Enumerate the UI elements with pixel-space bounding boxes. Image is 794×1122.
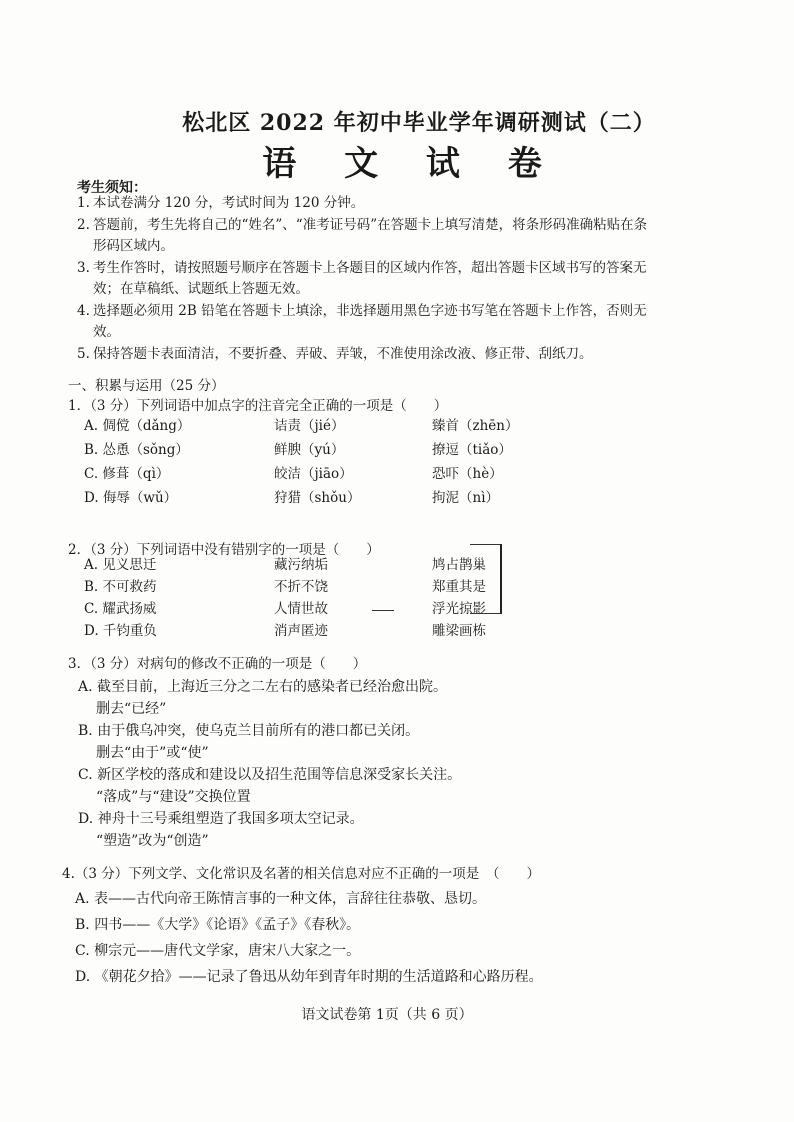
exam-title: 松北区 2022 年初中毕业学年调研测试（二） bbox=[182, 110, 656, 136]
notice-item-number: 5. bbox=[77, 346, 90, 362]
option-cell: 郑重其是 bbox=[432, 579, 486, 595]
question-2-stem: 2．（3 分）下列词语中没有错别字的一项是（ ） bbox=[68, 542, 380, 558]
question-4-stem: 4.（3 分）下列文学、文化常识及名著的相关信息对应不正确的一项是 （ ） bbox=[62, 866, 541, 882]
option-cell: 臻首（zhēn） bbox=[432, 418, 519, 434]
option-cell: D. 千钧重负 bbox=[84, 623, 157, 639]
option-cell: 雕梁画栋 bbox=[432, 623, 486, 639]
option-cell: A. 倜傥（dǎng） bbox=[84, 418, 191, 434]
question-3-fix-b: 删去“由于”或“使” bbox=[96, 745, 209, 761]
question-3-fix-a: 删去“已经” bbox=[96, 701, 167, 717]
question-4-option-a: A. 表——古代向帝王陈情言事的一种文体，言辞往往恭敬、恳切。 bbox=[75, 891, 487, 907]
option-row bbox=[84, 412, 644, 436]
question-3-fix-c: “落成”与“建设”交换位置 bbox=[96, 789, 251, 805]
notice-item-number: 1. bbox=[77, 195, 90, 211]
handwritten-bracket-mark bbox=[470, 544, 502, 614]
question-2-options bbox=[84, 552, 644, 640]
option-row bbox=[84, 436, 644, 460]
notice-item-number: 4. bbox=[77, 303, 90, 319]
option-cell: 皎洁（jiāo） bbox=[274, 466, 353, 482]
question-3-fix-d: “塑造”改为“创造” bbox=[96, 833, 209, 849]
question-1-options bbox=[84, 412, 644, 508]
option-cell: 恐吓（hè） bbox=[432, 466, 503, 482]
option-row bbox=[84, 596, 644, 618]
notice-item-text: 考生作答时，请按照题号顺序在答题卡上各题目的区域内作答，超出答题卡区域书写的答案无效；在草稿纸、试题纸上答题无效。 bbox=[93, 260, 647, 297]
notice-item bbox=[77, 193, 657, 214]
notice-item-text: 保持答题卡表面清洁，不要折叠、弄破、弄皱，不准使用涂改液、修正带、刮纸刀。 bbox=[93, 346, 593, 362]
option-cell: 撩逗（tiǎo） bbox=[432, 442, 512, 458]
option-cell: 浮光掠影 bbox=[432, 601, 486, 617]
notice-list bbox=[77, 193, 657, 366]
option-cell: 狩猎（shǒu） bbox=[274, 490, 361, 506]
option-row bbox=[84, 574, 644, 596]
option-cell: 不折不饶 bbox=[274, 579, 328, 595]
option-cell: 鲜腴（yú） bbox=[274, 442, 345, 458]
question-3-option-d: D. 神舟十三号乘组塑造了我国多项太空记录。 bbox=[78, 811, 364, 827]
question-1-stem: 1．（3 分）下列词语中加点字的注音完全正确的一项是（ ） bbox=[68, 398, 448, 414]
option-cell: C. 修葺（qì） bbox=[84, 466, 170, 482]
option-row bbox=[84, 552, 644, 574]
option-row bbox=[84, 460, 644, 484]
question-3-option-a: A. 截至目前，上海近三分之二左右的感染者已经治愈出院。 bbox=[78, 679, 448, 695]
section-heading: 一、积累与运用（25 分） bbox=[68, 378, 225, 394]
option-cell: 诘责（jié） bbox=[274, 418, 345, 434]
page-footer: 语文试卷第 1页（共 6 页） bbox=[301, 1007, 473, 1023]
notice-item-text: 选择题必须用 2B 铅笔在答题卡上填涂，非选择题用黑色字迹书写笔在答题卡上作答，否则无效。 bbox=[93, 303, 647, 340]
option-cell: C. 耀武扬威 bbox=[84, 601, 157, 617]
option-cell: 人情世故 bbox=[274, 601, 328, 617]
question-3-option-b: B. 由于俄乌冲突，使乌克兰目前所有的港口都已关闭。 bbox=[78, 723, 420, 739]
option-cell: B. 怂恿（sǒng） bbox=[84, 442, 189, 458]
question-3-option-c: C. 新区学校的落成和建设以及招生范围等信息深受家长关注。 bbox=[78, 767, 462, 783]
notice-item-number: 3. bbox=[77, 260, 90, 276]
option-row bbox=[84, 618, 644, 640]
option-cell: D. 侮辱（wǔ） bbox=[84, 490, 178, 506]
option-row bbox=[84, 484, 644, 508]
notice-item bbox=[77, 215, 657, 257]
option-cell: A. 见义思迁 bbox=[84, 557, 157, 573]
option-cell: 鸠占鹊巢 bbox=[432, 557, 486, 573]
option-cell: 消声匿迹 bbox=[274, 623, 328, 639]
question-4-option-b: B. 四书——《大学》《论语》《孟子》《春秋》。 bbox=[75, 917, 361, 933]
option-cell: B. 不可救药 bbox=[84, 579, 157, 595]
notice-item-text: 本试卷满分 120 分，考试时间为 120 分钟。 bbox=[93, 195, 365, 211]
question-4-option-d: D. 《朝花夕拾》——记录了鲁迅从幼年到青年时期的生活道路和心路历程。 bbox=[75, 969, 543, 985]
option-cell: 拘泥（nì） bbox=[432, 490, 500, 506]
notice-item bbox=[77, 344, 657, 365]
notice-heading: 考生须知： bbox=[77, 180, 147, 196]
notice-item bbox=[77, 258, 657, 300]
exam-subject-title: 语 文 试 卷 bbox=[262, 144, 560, 184]
notice-item bbox=[77, 301, 657, 343]
handwritten-dash-mark bbox=[372, 610, 394, 611]
notice-item-number: 2. bbox=[77, 217, 90, 233]
option-cell: 藏污纳垢 bbox=[274, 557, 328, 573]
notice-item-text: 答题前，考生先将自己的“姓名”、“准考证号码”在答题卡上填写清楚，将条形码准确粘贴在条形码区域内。 bbox=[93, 217, 648, 254]
question-3-stem: 3．（3 分）对病句的修改不正确的一项是（ ） bbox=[68, 656, 367, 672]
question-4-option-c: C. 柳宗元——唐代文学家，唐宋八大家之一。 bbox=[75, 943, 361, 959]
